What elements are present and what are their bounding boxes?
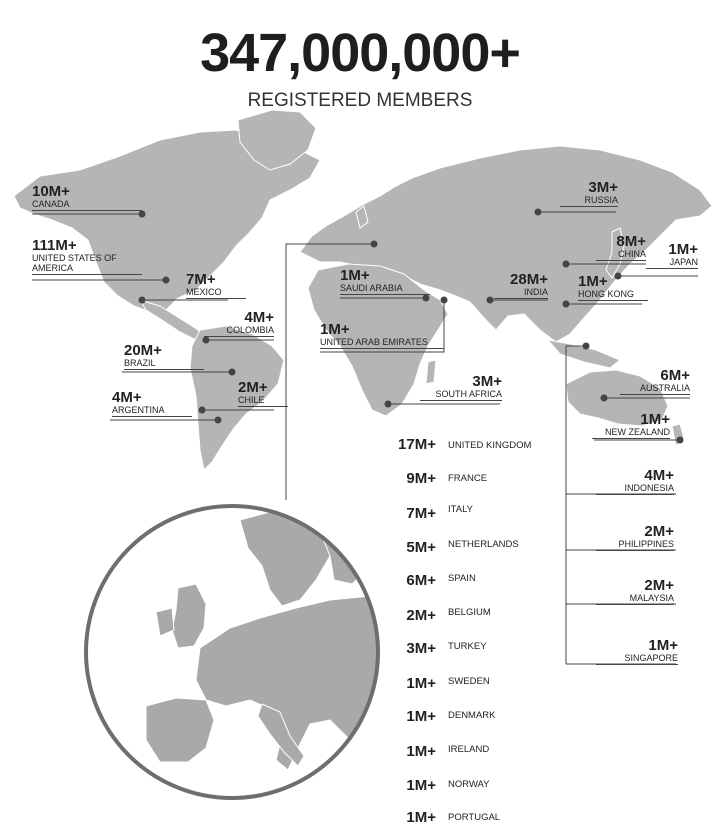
marker-value: 6M+ (660, 367, 690, 384)
europe-value: 1M+ (406, 809, 436, 826)
marker-value: 10M+ (32, 183, 70, 200)
marker-value: 20M+ (124, 342, 162, 359)
europe-country: ITALY (448, 504, 473, 515)
marker-mexico (186, 272, 246, 299)
marker-australia (620, 368, 690, 395)
marker-country: PHILIPPINES (596, 539, 674, 551)
central-america-shape (140, 300, 204, 340)
marker-country: CHINA (596, 249, 646, 261)
europe-value: 2M+ (406, 607, 436, 624)
marker-country: INDONESIA (596, 483, 674, 495)
marker-country: JAPAN (646, 257, 698, 269)
europe-value: 1M+ (406, 743, 436, 760)
marker-singapore (596, 638, 678, 665)
marker-country: RUSSIA (560, 195, 618, 207)
europe-value: 1M+ (406, 708, 436, 725)
europe-country: BELGIUM (448, 607, 491, 618)
europe-value: 17M+ (398, 436, 436, 453)
marker-usa (32, 238, 142, 275)
europe-value: 1M+ (406, 777, 436, 794)
marker-country: BRAZIL (124, 358, 204, 370)
marker-value: 2M+ (644, 577, 674, 594)
marker-country: HONG KONG (578, 289, 648, 301)
registered-members-label: REGISTERED MEMBERS (247, 90, 473, 111)
europe-country: FRANCE (448, 473, 488, 484)
marker-value: 4M+ (244, 309, 274, 326)
marker-value: 4M+ (112, 389, 142, 406)
marker-country: MALAYSIA (596, 593, 674, 605)
europe-value: 6M+ (406, 572, 436, 589)
marker-country: NEW ZEALAND (592, 427, 670, 439)
marker-value: 111M+ (32, 237, 77, 254)
marker-country: UNITED ARAB EMIRATES (320, 337, 444, 349)
europe-value: 5M+ (406, 539, 436, 556)
marker-country: ARGENTINA (112, 405, 192, 417)
marker-south-africa (420, 374, 502, 401)
marker-value: 7M+ (186, 271, 216, 288)
marker-india (494, 272, 548, 299)
europe-country: NETHERLANDS (448, 539, 519, 550)
europe-country: SWEDEN (448, 676, 490, 687)
europe-value: 9M+ (406, 470, 436, 487)
marker-value: 1M+ (340, 267, 370, 284)
marker-country: SOUTH AFRICA (420, 389, 502, 401)
marker-value: 28M+ (510, 271, 548, 288)
europe-country: UNITED KINGDOM (448, 440, 532, 451)
marker-hong-kong (578, 274, 648, 301)
marker-new-zealand (592, 412, 670, 439)
marker-indonesia (596, 468, 674, 495)
marker-brazil (124, 343, 204, 370)
marker-country: UNITED STATES OF AMERICA (32, 253, 142, 275)
marker-value: 1M+ (578, 273, 608, 290)
marker-value: 1M+ (640, 411, 670, 428)
marker-japan (646, 242, 698, 269)
europe-value: 7M+ (406, 505, 436, 522)
marker-malaysia (596, 578, 674, 605)
marker-country: MEXICO (186, 287, 246, 299)
europe-country: TURKEY (448, 641, 487, 652)
europe-country: NORWAY (448, 779, 490, 790)
marker-china (596, 234, 646, 261)
total-members-count: 347,000,000+ (200, 23, 520, 83)
marker-country: INDIA (494, 287, 548, 299)
europe-value: 3M+ (406, 640, 436, 657)
europe-country: DENMARK (448, 710, 496, 721)
marker-value: 1M+ (668, 241, 698, 258)
marker-russia (560, 180, 618, 207)
marker-argentina (112, 390, 192, 417)
marker-colombia (204, 310, 274, 337)
marker-saudi-arabia (340, 268, 430, 295)
marker-philippines (596, 524, 674, 551)
marker-value: 2M+ (238, 379, 268, 396)
marker-value: 1M+ (648, 637, 678, 654)
europe-inset (86, 506, 384, 798)
marker-value: 1M+ (320, 321, 350, 338)
marker-country: CANADA (32, 199, 142, 211)
marker-value: 4M+ (644, 467, 674, 484)
marker-value: 2M+ (644, 523, 674, 540)
marker-country: CHILE (238, 395, 288, 407)
europe-country: SPAIN (448, 573, 476, 584)
marker-country: COLOMBIA (204, 325, 274, 337)
marker-value: 3M+ (472, 373, 502, 390)
europe-country: PORTUGAL (448, 812, 501, 823)
marker-uae (320, 322, 444, 349)
marker-country: SINGAPORE (596, 653, 678, 665)
europe-country: IRELAND (448, 744, 490, 755)
marker-value: 3M+ (588, 179, 618, 196)
marker-value: 8M+ (616, 233, 646, 250)
marker-country: SAUDI ARABIA (340, 283, 430, 295)
marker-country: AUSTRALIA (620, 383, 690, 395)
marker-canada (32, 184, 142, 211)
marker-chile (238, 380, 288, 407)
europe-value: 1M+ (406, 675, 436, 692)
